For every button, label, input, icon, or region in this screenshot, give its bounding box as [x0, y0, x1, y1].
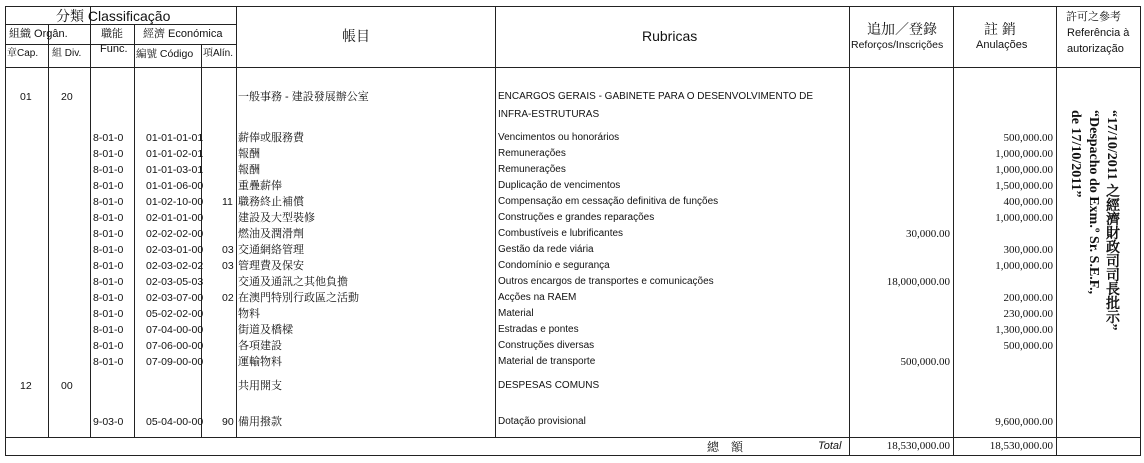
- header-rubricas-zh: 帳目: [342, 28, 370, 44]
- cell-div: 00: [61, 380, 73, 392]
- cell-rubrica-zh: 職務終止補償: [238, 196, 304, 208]
- cell-codigo: 01-01-06-00: [146, 180, 204, 192]
- cell-anulacao: 1,500,000.00: [995, 180, 1053, 192]
- header-anulacoes-pt: Anulações: [976, 39, 1028, 51]
- cell-codigo: 01-02-10-00: [146, 196, 204, 208]
- cell-rubrica-zh: 報酬: [238, 164, 260, 176]
- cell-codigo: 01-01-02-01: [146, 148, 204, 160]
- cell-func: 8-01-0: [93, 148, 124, 160]
- cell-func: 8-01-0: [93, 292, 124, 304]
- total-anulacoes: 18,530,000.00: [989, 440, 1053, 452]
- cell-rubrica-zh: 物料: [238, 308, 260, 320]
- cell-anulacao: 500,000.00: [1003, 340, 1053, 352]
- cell-rubrica-pt: Vencimentos ou honorários: [498, 132, 620, 143]
- cell-div: 20: [61, 91, 73, 103]
- cell-func: 8-01-0: [93, 260, 124, 272]
- cell-anulacao: 300,000.00: [1003, 244, 1053, 256]
- cell-rubrica-zh: 建設及大型裝修: [238, 212, 315, 224]
- cell-codigo: 07-06-00-00: [146, 340, 204, 352]
- cell-rubrica-pt: Combustíveis e lubrificantes: [498, 228, 624, 239]
- header-anulacoes-zh: 註 銷: [984, 21, 1016, 37]
- cell-rubrica-pt: Remunerações: [498, 164, 566, 175]
- cell-codigo: 05-02-02-00: [146, 308, 204, 320]
- header-alinea: 項Alín.: [203, 48, 234, 59]
- cell-anulacao: 200,000.00: [1003, 292, 1053, 304]
- cell-rubrica-zh: 街道及橋樑: [238, 324, 293, 336]
- cell-codigo: 02-03-07-00: [146, 292, 204, 304]
- cell-codigo: 02-03-01-00: [146, 244, 204, 256]
- header-rubricas-pt: Rubricas: [642, 28, 698, 44]
- cell-rubrica-zh: 重疊薪俸: [238, 180, 282, 192]
- authorization-line2: “Despacho do Exm.º Sr. S.E.F.,: [1086, 110, 1101, 295]
- cell-reforco: 500,000.00: [900, 356, 950, 368]
- cell-codigo: 07-04-00-00: [146, 324, 204, 336]
- header-funcional-pt: Func.: [100, 43, 128, 55]
- cell-alinea: 11: [222, 196, 233, 208]
- header-economica: 經濟 Económica: [143, 28, 223, 40]
- cell-func: 8-01-0: [93, 180, 124, 192]
- authorization-line3: de 17/10/2011”: [1068, 110, 1083, 198]
- cell-rubrica-pt: Estradas e pontes: [498, 324, 579, 335]
- total-label-zh: 總 額: [707, 440, 744, 454]
- cell-func: 8-01-0: [93, 308, 124, 320]
- cell-rubrica-zh: 薪俸或服務費: [238, 132, 304, 144]
- cell-func: 8-01-0: [93, 196, 124, 208]
- cell-rubrica-zh: 交通及通訊之其他負擔: [238, 276, 348, 288]
- header-codigo: 編號 Código: [136, 48, 194, 60]
- cell-rubrica-pt: Material de transporte: [498, 356, 596, 367]
- cell-rubrica-pt: Material: [498, 308, 534, 319]
- cell-rubrica-zh: 燃油及潤滑劑: [238, 228, 304, 240]
- cell-codigo: 05-04-00-00: [146, 416, 204, 428]
- cell-func: 9-03-0: [93, 416, 124, 428]
- cell-alinea: 03: [222, 244, 234, 256]
- cell-rubrica-pt: Outros encargos de transportes e comunicações: [498, 276, 714, 287]
- cell-reforco: 18,000,000.00: [886, 276, 950, 288]
- cell-func: 8-01-0: [93, 132, 124, 144]
- total-reforcos: 18,530,000.00: [886, 440, 950, 452]
- authorization-line1: “17/10/2011 之經濟財政司司長批示”: [1104, 110, 1119, 331]
- cell-codigo: 07-09-00-00: [146, 356, 204, 368]
- cell-rubrica-pt: Construções e grandes reparações: [498, 212, 655, 223]
- authorization-reference: [1066, 110, 1120, 410]
- header-div: 組 Div.: [52, 48, 82, 59]
- cell-rubrica-pt: Compensação em cessação definitiva de funções: [498, 196, 719, 207]
- header-reforcos-pt: Reforços/Inscrições: [851, 39, 944, 51]
- cell-rubrica-pt: Construções diversas: [498, 340, 595, 351]
- cell-func: 8-01-0: [93, 212, 124, 224]
- cell-rubrica-zh: 運輸物料: [238, 356, 282, 368]
- cell-cap: 01: [20, 91, 32, 103]
- cell-codigo: 02-02-02-00: [146, 228, 204, 240]
- cell-alinea: 03: [222, 260, 234, 272]
- cell-rubrica-pt: DESPESAS COMUNS: [498, 380, 600, 391]
- cell-rubrica-zh: 交通網絡管理: [238, 244, 304, 256]
- cell-codigo: 02-03-05-03: [146, 276, 204, 288]
- cell-anulacao: 1,000,000.00: [995, 148, 1053, 160]
- cell-rubrica-pt: INFRA-ESTRUTURAS: [498, 109, 600, 120]
- header-classificacao: 分類 Classificação: [56, 8, 171, 24]
- cell-cap: 12: [20, 380, 32, 392]
- cell-rubrica-pt: Remunerações: [498, 148, 566, 159]
- cell-alinea: 90: [222, 416, 234, 428]
- cell-func: 8-01-0: [93, 228, 124, 240]
- header-referencia-pt1: Referência à: [1067, 27, 1130, 39]
- cell-rubrica-zh: 管理費及保安: [238, 260, 304, 272]
- cell-rubrica-pt: Dotação provisional: [498, 416, 586, 427]
- cell-rubrica-pt: Acções na RAEM: [498, 292, 577, 303]
- cell-reforco: 30,000.00: [906, 228, 950, 240]
- cell-func: 8-01-0: [93, 324, 124, 336]
- cell-anulacao: 9,600,000.00: [995, 416, 1053, 428]
- total-label-pt: Total: [818, 440, 842, 452]
- cell-rubrica-pt: Gestão da rede viária: [498, 244, 594, 255]
- cell-func: 8-01-0: [93, 244, 124, 256]
- cell-anulacao: 230,000.00: [1003, 308, 1053, 320]
- cell-anulacao: 1,000,000.00: [995, 164, 1053, 176]
- header-organica: 組織 Orgân.: [9, 28, 68, 40]
- cell-anulacao: 400,000.00: [1003, 196, 1053, 208]
- cell-rubrica-zh: 在澳門特別行政區之活動: [238, 292, 359, 304]
- header-referencia-pt2: autorização: [1067, 43, 1124, 55]
- cell-codigo: 01-01-01-01: [146, 132, 204, 144]
- cell-codigo: 01-01-03-01: [146, 164, 204, 176]
- cell-rubrica-pt: Condomínio e segurança: [498, 260, 610, 271]
- cell-rubrica-zh: 共用開支: [238, 380, 282, 392]
- cell-func: 8-01-0: [93, 340, 124, 352]
- cell-func: 8-01-0: [93, 164, 124, 176]
- cell-anulacao: 1,000,000.00: [995, 212, 1053, 224]
- cell-rubrica-pt: ENCARGOS GERAIS - GABINETE PARA O DESENVOLVIMENTO DE: [498, 91, 814, 102]
- header-reforcos-zh: 追加／登錄: [867, 21, 937, 37]
- cell-rubrica-zh: 備用撥款: [238, 416, 282, 428]
- cell-codigo: 02-01-01-00: [146, 212, 204, 224]
- cell-rubrica-zh: 各項建設: [238, 340, 282, 352]
- cell-anulacao: 1,000,000.00: [995, 260, 1053, 272]
- header-cap: 章Cap.: [7, 48, 39, 59]
- cell-rubrica-zh: 報酬: [238, 148, 260, 160]
- header-referencia-zh: 許可之參考: [1066, 11, 1121, 23]
- cell-rubrica-pt: Duplicação de vencimentos: [498, 180, 621, 191]
- cell-func: 8-01-0: [93, 356, 124, 368]
- header-funcional-zh: 職能: [101, 28, 123, 40]
- cell-rubrica-zh: 一般事務 - 建設發展辦公室: [238, 91, 369, 103]
- cell-anulacao: 1,300,000.00: [995, 324, 1053, 336]
- cell-codigo: 02-03-02-02: [146, 260, 204, 272]
- cell-alinea: 02: [222, 292, 234, 304]
- cell-anulacao: 500,000.00: [1003, 132, 1053, 144]
- cell-func: 8-01-0: [93, 276, 124, 288]
